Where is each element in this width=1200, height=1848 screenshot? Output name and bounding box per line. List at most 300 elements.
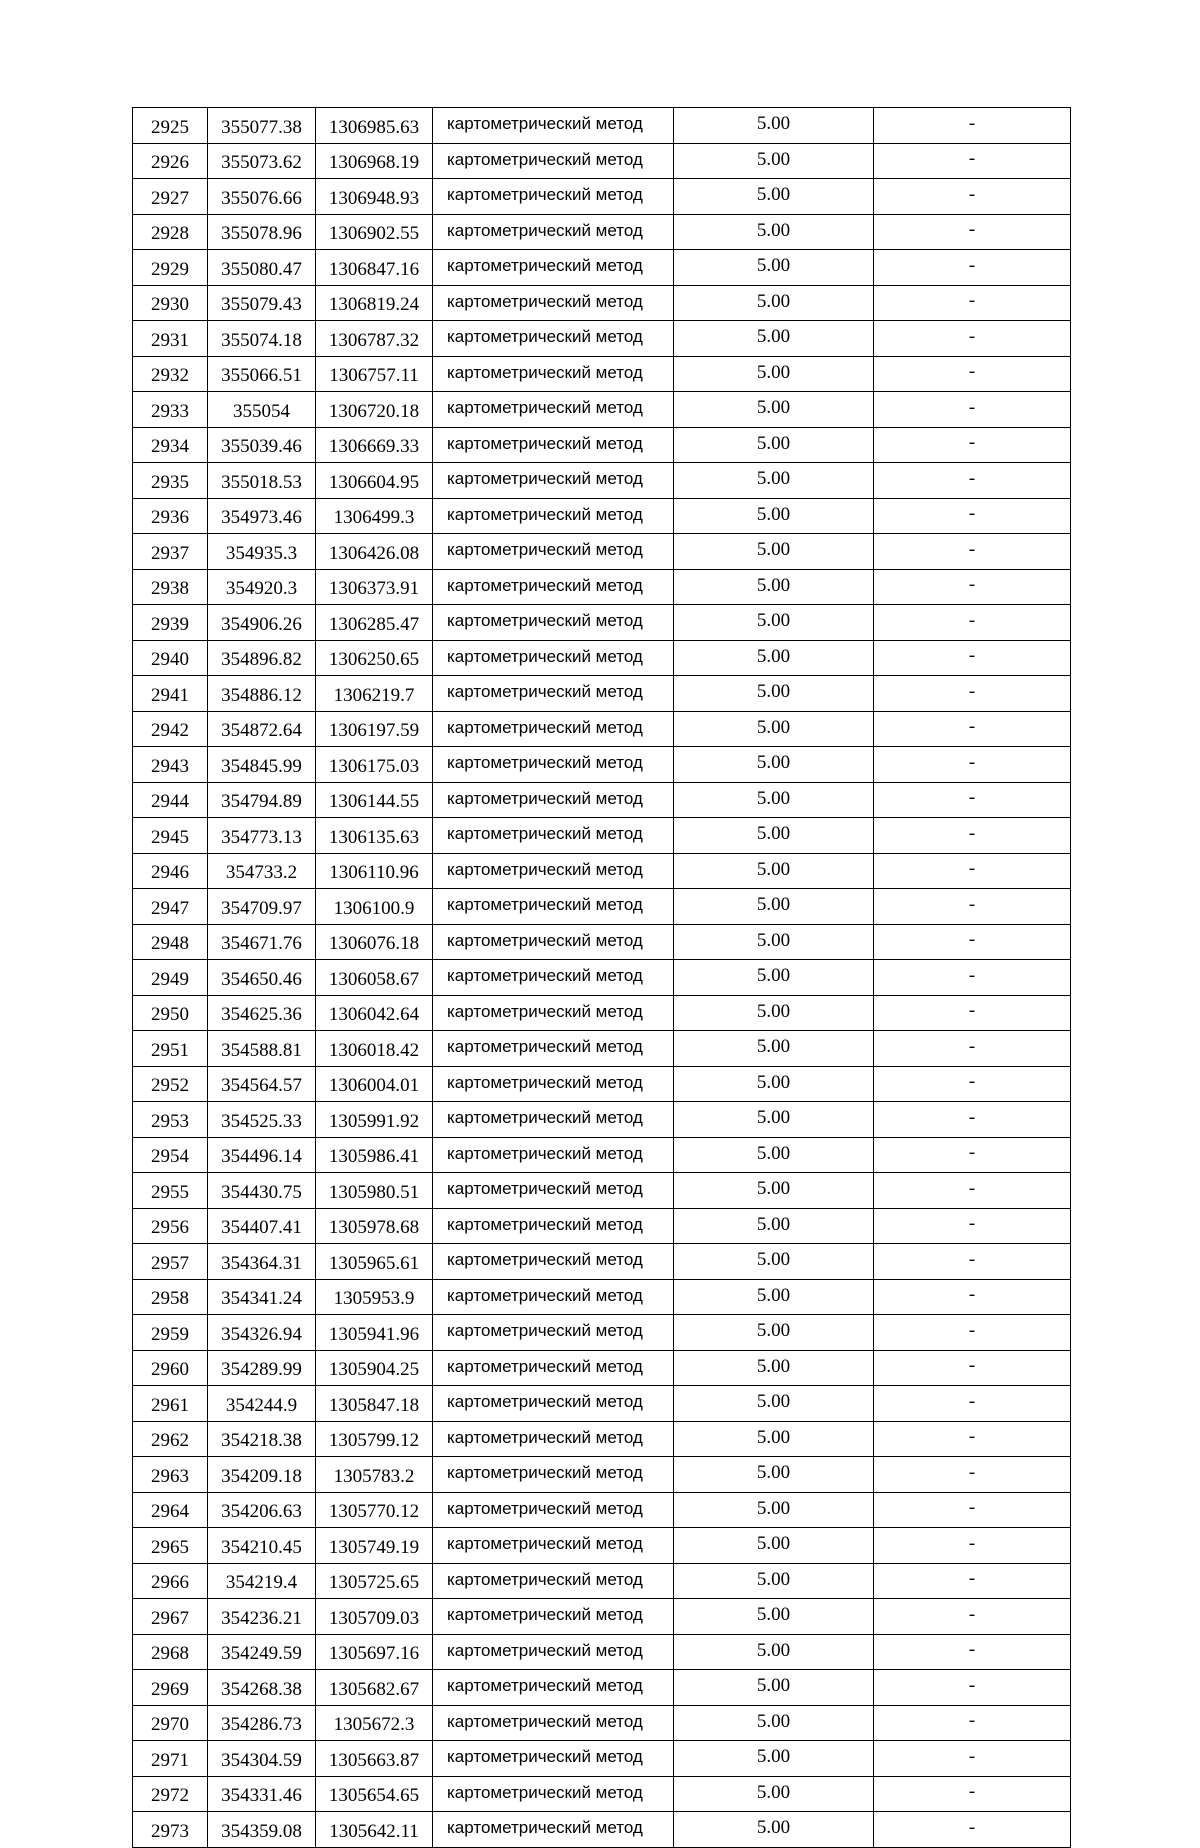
- point-number-cell: 2936: [133, 498, 208, 534]
- point-number-cell: 2937: [133, 534, 208, 570]
- coord-x-cell: 355073.62: [208, 143, 316, 179]
- method-cell: картометрический метод: [433, 1386, 674, 1422]
- coord-y-cell: 1306250.65: [316, 640, 433, 676]
- accuracy-cell: 5.00: [674, 1741, 874, 1777]
- coord-x-cell: 354588.81: [208, 1031, 316, 1067]
- point-number-cell: 2929: [133, 250, 208, 286]
- table-row: [133, 534, 1071, 570]
- method-cell: картометрический метод: [433, 1244, 674, 1280]
- coord-x-cell: 355076.66: [208, 179, 316, 215]
- coord-y-cell: 1306100.9: [316, 889, 433, 925]
- table-row: [133, 818, 1071, 854]
- coord-y-cell: 1306197.59: [316, 711, 433, 747]
- accuracy-cell: 5.00: [674, 250, 874, 286]
- method-cell: картометрический метод: [433, 1102, 674, 1138]
- coord-y-cell: 1306042.64: [316, 995, 433, 1031]
- table-row: [133, 498, 1071, 534]
- point-number-cell: 2930: [133, 285, 208, 321]
- coord-y-cell: 1306499.3: [316, 498, 433, 534]
- description-cell: -: [874, 605, 1071, 641]
- method-cell: картометрический метод: [433, 1137, 674, 1173]
- table-row: [133, 179, 1071, 215]
- coord-x-cell: 354671.76: [208, 924, 316, 960]
- method-cell: картометрический метод: [433, 1350, 674, 1386]
- point-number-cell: 2954: [133, 1137, 208, 1173]
- description-cell: -: [874, 498, 1071, 534]
- coord-x-cell: 354249.59: [208, 1634, 316, 1670]
- table-row: [133, 853, 1071, 889]
- table-row: [133, 1670, 1071, 1706]
- method-cell: картометрический метод: [433, 960, 674, 996]
- table-row: [133, 1386, 1071, 1422]
- coord-y-cell: 1306018.42: [316, 1031, 433, 1067]
- point-number-cell: 2966: [133, 1563, 208, 1599]
- accuracy-cell: 5.00: [674, 1279, 874, 1315]
- table-row: [133, 463, 1071, 499]
- point-number-cell: 2964: [133, 1492, 208, 1528]
- coord-x-cell: 354359.08: [208, 1812, 316, 1848]
- method-cell: картометрический метод: [433, 569, 674, 605]
- point-number-cell: 2949: [133, 960, 208, 996]
- description-cell: -: [874, 1492, 1071, 1528]
- table-row: [133, 1279, 1071, 1315]
- coord-y-cell: 1306604.95: [316, 463, 433, 499]
- point-number-cell: 2939: [133, 605, 208, 641]
- accuracy-cell: 5.00: [674, 1528, 874, 1564]
- point-number-cell: 2950: [133, 995, 208, 1031]
- description-cell: -: [874, 782, 1071, 818]
- description-cell: -: [874, 285, 1071, 321]
- method-cell: картометрический метод: [433, 1208, 674, 1244]
- accuracy-cell: 5.00: [674, 214, 874, 250]
- coord-y-cell: 1305682.67: [316, 1670, 433, 1706]
- method-cell: картометрический метод: [433, 782, 674, 818]
- accuracy-cell: 5.00: [674, 1244, 874, 1280]
- description-cell: -: [874, 640, 1071, 676]
- method-cell: картометрический метод: [433, 427, 674, 463]
- coord-y-cell: 1305847.18: [316, 1386, 433, 1422]
- coord-y-cell: 1305953.9: [316, 1279, 433, 1315]
- point-number-cell: 2961: [133, 1386, 208, 1422]
- description-cell: -: [874, 1279, 1071, 1315]
- table-row: [133, 1812, 1071, 1848]
- accuracy-cell: 5.00: [674, 1705, 874, 1741]
- description-cell: -: [874, 995, 1071, 1031]
- accuracy-cell: 5.00: [674, 356, 874, 392]
- point-number-cell: 2938: [133, 569, 208, 605]
- table-row: [133, 995, 1071, 1031]
- method-cell: картометрический метод: [433, 853, 674, 889]
- coord-x-cell: 354650.46: [208, 960, 316, 996]
- method-cell: картометрический метод: [433, 214, 674, 250]
- method-cell: картометрический метод: [433, 1528, 674, 1564]
- coord-x-cell: 355039.46: [208, 427, 316, 463]
- coord-y-cell: 1306985.63: [316, 108, 433, 144]
- point-number-cell: 2955: [133, 1173, 208, 1209]
- coord-x-cell: 355018.53: [208, 463, 316, 499]
- accuracy-cell: 5.00: [674, 1670, 874, 1706]
- coord-y-cell: 1305799.12: [316, 1421, 433, 1457]
- coord-x-cell: 354206.63: [208, 1492, 316, 1528]
- method-cell: картометрический метод: [433, 1279, 674, 1315]
- table-row: [133, 960, 1071, 996]
- description-cell: -: [874, 321, 1071, 357]
- table-row: [133, 392, 1071, 428]
- method-cell: картометрический метод: [433, 392, 674, 428]
- method-cell: картометрический метод: [433, 1741, 674, 1777]
- accuracy-cell: 5.00: [674, 1776, 874, 1812]
- table-row: [133, 1208, 1071, 1244]
- coord-y-cell: 1305978.68: [316, 1208, 433, 1244]
- accuracy-cell: 5.00: [674, 1812, 874, 1848]
- coord-y-cell: 1306669.33: [316, 427, 433, 463]
- point-number-cell: 2958: [133, 1279, 208, 1315]
- point-number-cell: 2968: [133, 1634, 208, 1670]
- table-row: [133, 1244, 1071, 1280]
- table-row: [133, 1102, 1071, 1138]
- description-cell: -: [874, 1812, 1071, 1848]
- coord-y-cell: 1305749.19: [316, 1528, 433, 1564]
- coord-y-cell: 1306847.16: [316, 250, 433, 286]
- coord-y-cell: 1306144.55: [316, 782, 433, 818]
- coord-y-cell: 1305697.16: [316, 1634, 433, 1670]
- coord-x-cell: 355066.51: [208, 356, 316, 392]
- point-number-cell: 2942: [133, 711, 208, 747]
- coord-y-cell: 1305986.41: [316, 1137, 433, 1173]
- description-cell: -: [874, 569, 1071, 605]
- accuracy-cell: 5.00: [674, 392, 874, 428]
- point-number-cell: 2965: [133, 1528, 208, 1564]
- point-number-cell: 2957: [133, 1244, 208, 1280]
- coord-x-cell: 354341.24: [208, 1279, 316, 1315]
- table-row: [133, 214, 1071, 250]
- table-row: [133, 250, 1071, 286]
- table-row: [133, 605, 1071, 641]
- description-cell: -: [874, 889, 1071, 925]
- description-cell: -: [874, 1102, 1071, 1138]
- coord-x-cell: 354364.31: [208, 1244, 316, 1280]
- coord-x-cell: 354430.75: [208, 1173, 316, 1209]
- method-cell: картометрический метод: [433, 179, 674, 215]
- table-row: [133, 427, 1071, 463]
- method-cell: картометрический метод: [433, 1599, 674, 1635]
- coord-x-cell: 354407.41: [208, 1208, 316, 1244]
- coord-y-cell: 1306968.19: [316, 143, 433, 179]
- coord-y-cell: 1305672.3: [316, 1705, 433, 1741]
- coord-y-cell: 1306004.01: [316, 1066, 433, 1102]
- accuracy-cell: 5.00: [674, 605, 874, 641]
- point-number-cell: 2962: [133, 1421, 208, 1457]
- point-number-cell: 2931: [133, 321, 208, 357]
- accuracy-cell: 5.00: [674, 1457, 874, 1493]
- method-cell: картометрический метод: [433, 605, 674, 641]
- accuracy-cell: 5.00: [674, 143, 874, 179]
- description-cell: -: [874, 1350, 1071, 1386]
- description-cell: -: [874, 1315, 1071, 1351]
- accuracy-cell: 5.00: [674, 1031, 874, 1067]
- coord-y-cell: 1306058.67: [316, 960, 433, 996]
- coord-y-cell: 1305770.12: [316, 1492, 433, 1528]
- coordinates-table-body: [133, 108, 1071, 1848]
- method-cell: картометрический метод: [433, 321, 674, 357]
- method-cell: картометрический метод: [433, 1670, 674, 1706]
- point-number-cell: 2940: [133, 640, 208, 676]
- accuracy-cell: 5.00: [674, 1102, 874, 1138]
- point-number-cell: 2951: [133, 1031, 208, 1067]
- coord-x-cell: 355078.96: [208, 214, 316, 250]
- description-cell: -: [874, 924, 1071, 960]
- method-cell: картометрический метод: [433, 747, 674, 783]
- accuracy-cell: 5.00: [674, 960, 874, 996]
- coord-x-cell: 354286.73: [208, 1705, 316, 1741]
- accuracy-cell: 5.00: [674, 1563, 874, 1599]
- description-cell: -: [874, 463, 1071, 499]
- point-number-cell: 2959: [133, 1315, 208, 1351]
- coord-x-cell: 354331.46: [208, 1776, 316, 1812]
- method-cell: картометрический метод: [433, 889, 674, 925]
- accuracy-cell: 5.00: [674, 569, 874, 605]
- method-cell: картометрический метод: [433, 1563, 674, 1599]
- table-row: [133, 1741, 1071, 1777]
- coord-x-cell: 354564.57: [208, 1066, 316, 1102]
- method-cell: картометрический метод: [433, 818, 674, 854]
- method-cell: картометрический метод: [433, 108, 674, 144]
- accuracy-cell: 5.00: [674, 108, 874, 144]
- point-number-cell: 2956: [133, 1208, 208, 1244]
- table-row: [133, 569, 1071, 605]
- table-row: [133, 108, 1071, 144]
- coord-y-cell: 1305654.65: [316, 1776, 433, 1812]
- accuracy-cell: 5.00: [674, 711, 874, 747]
- coord-y-cell: 1305709.03: [316, 1599, 433, 1635]
- coord-x-cell: 354773.13: [208, 818, 316, 854]
- coord-x-cell: 354289.99: [208, 1350, 316, 1386]
- coord-y-cell: 1305663.87: [316, 1741, 433, 1777]
- table-row: [133, 1031, 1071, 1067]
- description-cell: -: [874, 711, 1071, 747]
- coord-x-cell: 354920.3: [208, 569, 316, 605]
- point-number-cell: 2967: [133, 1599, 208, 1635]
- coord-y-cell: 1306135.63: [316, 818, 433, 854]
- coord-x-cell: 354209.18: [208, 1457, 316, 1493]
- coord-y-cell: 1306426.08: [316, 534, 433, 570]
- accuracy-cell: 5.00: [674, 285, 874, 321]
- accuracy-cell: 5.00: [674, 1137, 874, 1173]
- description-cell: -: [874, 356, 1071, 392]
- table-row: [133, 924, 1071, 960]
- accuracy-cell: 5.00: [674, 427, 874, 463]
- description-cell: -: [874, 143, 1071, 179]
- coord-y-cell: 1306285.47: [316, 605, 433, 641]
- coord-y-cell: 1305965.61: [316, 1244, 433, 1280]
- description-cell: -: [874, 1173, 1071, 1209]
- point-number-cell: 2970: [133, 1705, 208, 1741]
- method-cell: картометрический метод: [433, 534, 674, 570]
- accuracy-cell: 5.00: [674, 1492, 874, 1528]
- point-number-cell: 2946: [133, 853, 208, 889]
- coord-x-cell: 355054: [208, 392, 316, 428]
- coord-x-cell: 354236.21: [208, 1599, 316, 1635]
- coord-x-cell: 354625.36: [208, 995, 316, 1031]
- point-number-cell: 2934: [133, 427, 208, 463]
- coord-y-cell: 1306757.11: [316, 356, 433, 392]
- point-number-cell: 2932: [133, 356, 208, 392]
- coord-x-cell: 354906.26: [208, 605, 316, 641]
- accuracy-cell: 5.00: [674, 995, 874, 1031]
- coord-x-cell: 354794.89: [208, 782, 316, 818]
- accuracy-cell: 5.00: [674, 1350, 874, 1386]
- coord-y-cell: 1305725.65: [316, 1563, 433, 1599]
- table-row: [133, 1457, 1071, 1493]
- table-row: [133, 1421, 1071, 1457]
- coord-x-cell: 354973.46: [208, 498, 316, 534]
- coord-x-cell: 354326.94: [208, 1315, 316, 1351]
- point-number-cell: 2928: [133, 214, 208, 250]
- coord-x-cell: 354935.3: [208, 534, 316, 570]
- table-row: [133, 1173, 1071, 1209]
- coord-x-cell: 354845.99: [208, 747, 316, 783]
- coord-y-cell: 1305980.51: [316, 1173, 433, 1209]
- description-cell: -: [874, 1528, 1071, 1564]
- point-number-cell: 2952: [133, 1066, 208, 1102]
- description-cell: -: [874, 1137, 1071, 1173]
- accuracy-cell: 5.00: [674, 1634, 874, 1670]
- description-cell: -: [874, 853, 1071, 889]
- point-number-cell: 2972: [133, 1776, 208, 1812]
- coord-y-cell: 1306110.96: [316, 853, 433, 889]
- method-cell: картометрический метод: [433, 1031, 674, 1067]
- point-number-cell: 2973: [133, 1812, 208, 1848]
- description-cell: -: [874, 250, 1071, 286]
- method-cell: картометрический метод: [433, 356, 674, 392]
- coord-y-cell: 1305991.92: [316, 1102, 433, 1138]
- table-row: [133, 1492, 1071, 1528]
- method-cell: картометрический метод: [433, 1776, 674, 1812]
- coord-x-cell: 354219.4: [208, 1563, 316, 1599]
- coord-x-cell: 355080.47: [208, 250, 316, 286]
- description-cell: -: [874, 392, 1071, 428]
- accuracy-cell: 5.00: [674, 924, 874, 960]
- table-row: [133, 285, 1071, 321]
- table-row: [133, 1066, 1071, 1102]
- table-row: [133, 1776, 1071, 1812]
- method-cell: картометрический метод: [433, 1421, 674, 1457]
- point-number-cell: 2933: [133, 392, 208, 428]
- accuracy-cell: 5.00: [674, 1599, 874, 1635]
- description-cell: -: [874, 1634, 1071, 1670]
- description-cell: -: [874, 676, 1071, 712]
- description-cell: -: [874, 960, 1071, 996]
- coord-y-cell: 1305904.25: [316, 1350, 433, 1386]
- description-cell: -: [874, 1386, 1071, 1422]
- accuracy-cell: 5.00: [674, 1315, 874, 1351]
- accuracy-cell: 5.00: [674, 1173, 874, 1209]
- method-cell: картометрический метод: [433, 498, 674, 534]
- coord-y-cell: 1306219.7: [316, 676, 433, 712]
- accuracy-cell: 5.00: [674, 321, 874, 357]
- table-row: [133, 1528, 1071, 1564]
- table-row: [133, 747, 1071, 783]
- point-number-cell: 2971: [133, 1741, 208, 1777]
- method-cell: картометрический метод: [433, 640, 674, 676]
- table-row: [133, 1315, 1071, 1351]
- method-cell: картометрический метод: [433, 285, 674, 321]
- method-cell: картометрический метод: [433, 1492, 674, 1528]
- method-cell: картометрический метод: [433, 1066, 674, 1102]
- coord-y-cell: 1306076.18: [316, 924, 433, 960]
- point-number-cell: 2963: [133, 1457, 208, 1493]
- method-cell: картометрический метод: [433, 1315, 674, 1351]
- coord-x-cell: 355079.43: [208, 285, 316, 321]
- description-cell: -: [874, 1741, 1071, 1777]
- coord-x-cell: 354304.59: [208, 1741, 316, 1777]
- description-cell: -: [874, 179, 1071, 215]
- method-cell: картометрический метод: [433, 1457, 674, 1493]
- coord-x-cell: 354496.14: [208, 1137, 316, 1173]
- accuracy-cell: 5.00: [674, 1421, 874, 1457]
- accuracy-cell: 5.00: [674, 1066, 874, 1102]
- point-number-cell: 2969: [133, 1670, 208, 1706]
- coordinates-table: [132, 107, 1071, 1848]
- description-cell: -: [874, 1670, 1071, 1706]
- coord-y-cell: 1306819.24: [316, 285, 433, 321]
- point-number-cell: 2943: [133, 747, 208, 783]
- coord-x-cell: 354886.12: [208, 676, 316, 712]
- point-number-cell: 2953: [133, 1102, 208, 1138]
- description-cell: -: [874, 1031, 1071, 1067]
- coord-x-cell: 354525.33: [208, 1102, 316, 1138]
- point-number-cell: 2935: [133, 463, 208, 499]
- method-cell: картометрический метод: [433, 924, 674, 960]
- point-number-cell: 2941: [133, 676, 208, 712]
- method-cell: картометрический метод: [433, 676, 674, 712]
- method-cell: картометрический метод: [433, 463, 674, 499]
- accuracy-cell: 5.00: [674, 853, 874, 889]
- method-cell: картометрический метод: [433, 250, 674, 286]
- coord-x-cell: 354896.82: [208, 640, 316, 676]
- accuracy-cell: 5.00: [674, 889, 874, 925]
- coord-x-cell: 354733.2: [208, 853, 316, 889]
- description-cell: -: [874, 1244, 1071, 1280]
- coord-y-cell: 1305783.2: [316, 1457, 433, 1493]
- method-cell: картометрический метод: [433, 711, 674, 747]
- description-cell: -: [874, 747, 1071, 783]
- coord-x-cell: 355074.18: [208, 321, 316, 357]
- table-row: [133, 1599, 1071, 1635]
- table-row: [133, 711, 1071, 747]
- description-cell: -: [874, 1421, 1071, 1457]
- table-row: [133, 143, 1071, 179]
- description-cell: -: [874, 1066, 1071, 1102]
- description-cell: -: [874, 1599, 1071, 1635]
- coord-y-cell: 1306948.93: [316, 179, 433, 215]
- table-row: [133, 321, 1071, 357]
- table-row: [133, 889, 1071, 925]
- description-cell: -: [874, 1457, 1071, 1493]
- coord-y-cell: 1306373.91: [316, 569, 433, 605]
- table-row: [133, 1705, 1071, 1741]
- description-cell: -: [874, 108, 1071, 144]
- coord-y-cell: 1305941.96: [316, 1315, 433, 1351]
- description-cell: -: [874, 1776, 1071, 1812]
- coord-y-cell: 1306902.55: [316, 214, 433, 250]
- method-cell: картометрический метод: [433, 995, 674, 1031]
- coord-x-cell: 355077.38: [208, 108, 316, 144]
- method-cell: картометрический метод: [433, 143, 674, 179]
- coord-x-cell: 354872.64: [208, 711, 316, 747]
- accuracy-cell: 5.00: [674, 640, 874, 676]
- coord-y-cell: 1306175.03: [316, 747, 433, 783]
